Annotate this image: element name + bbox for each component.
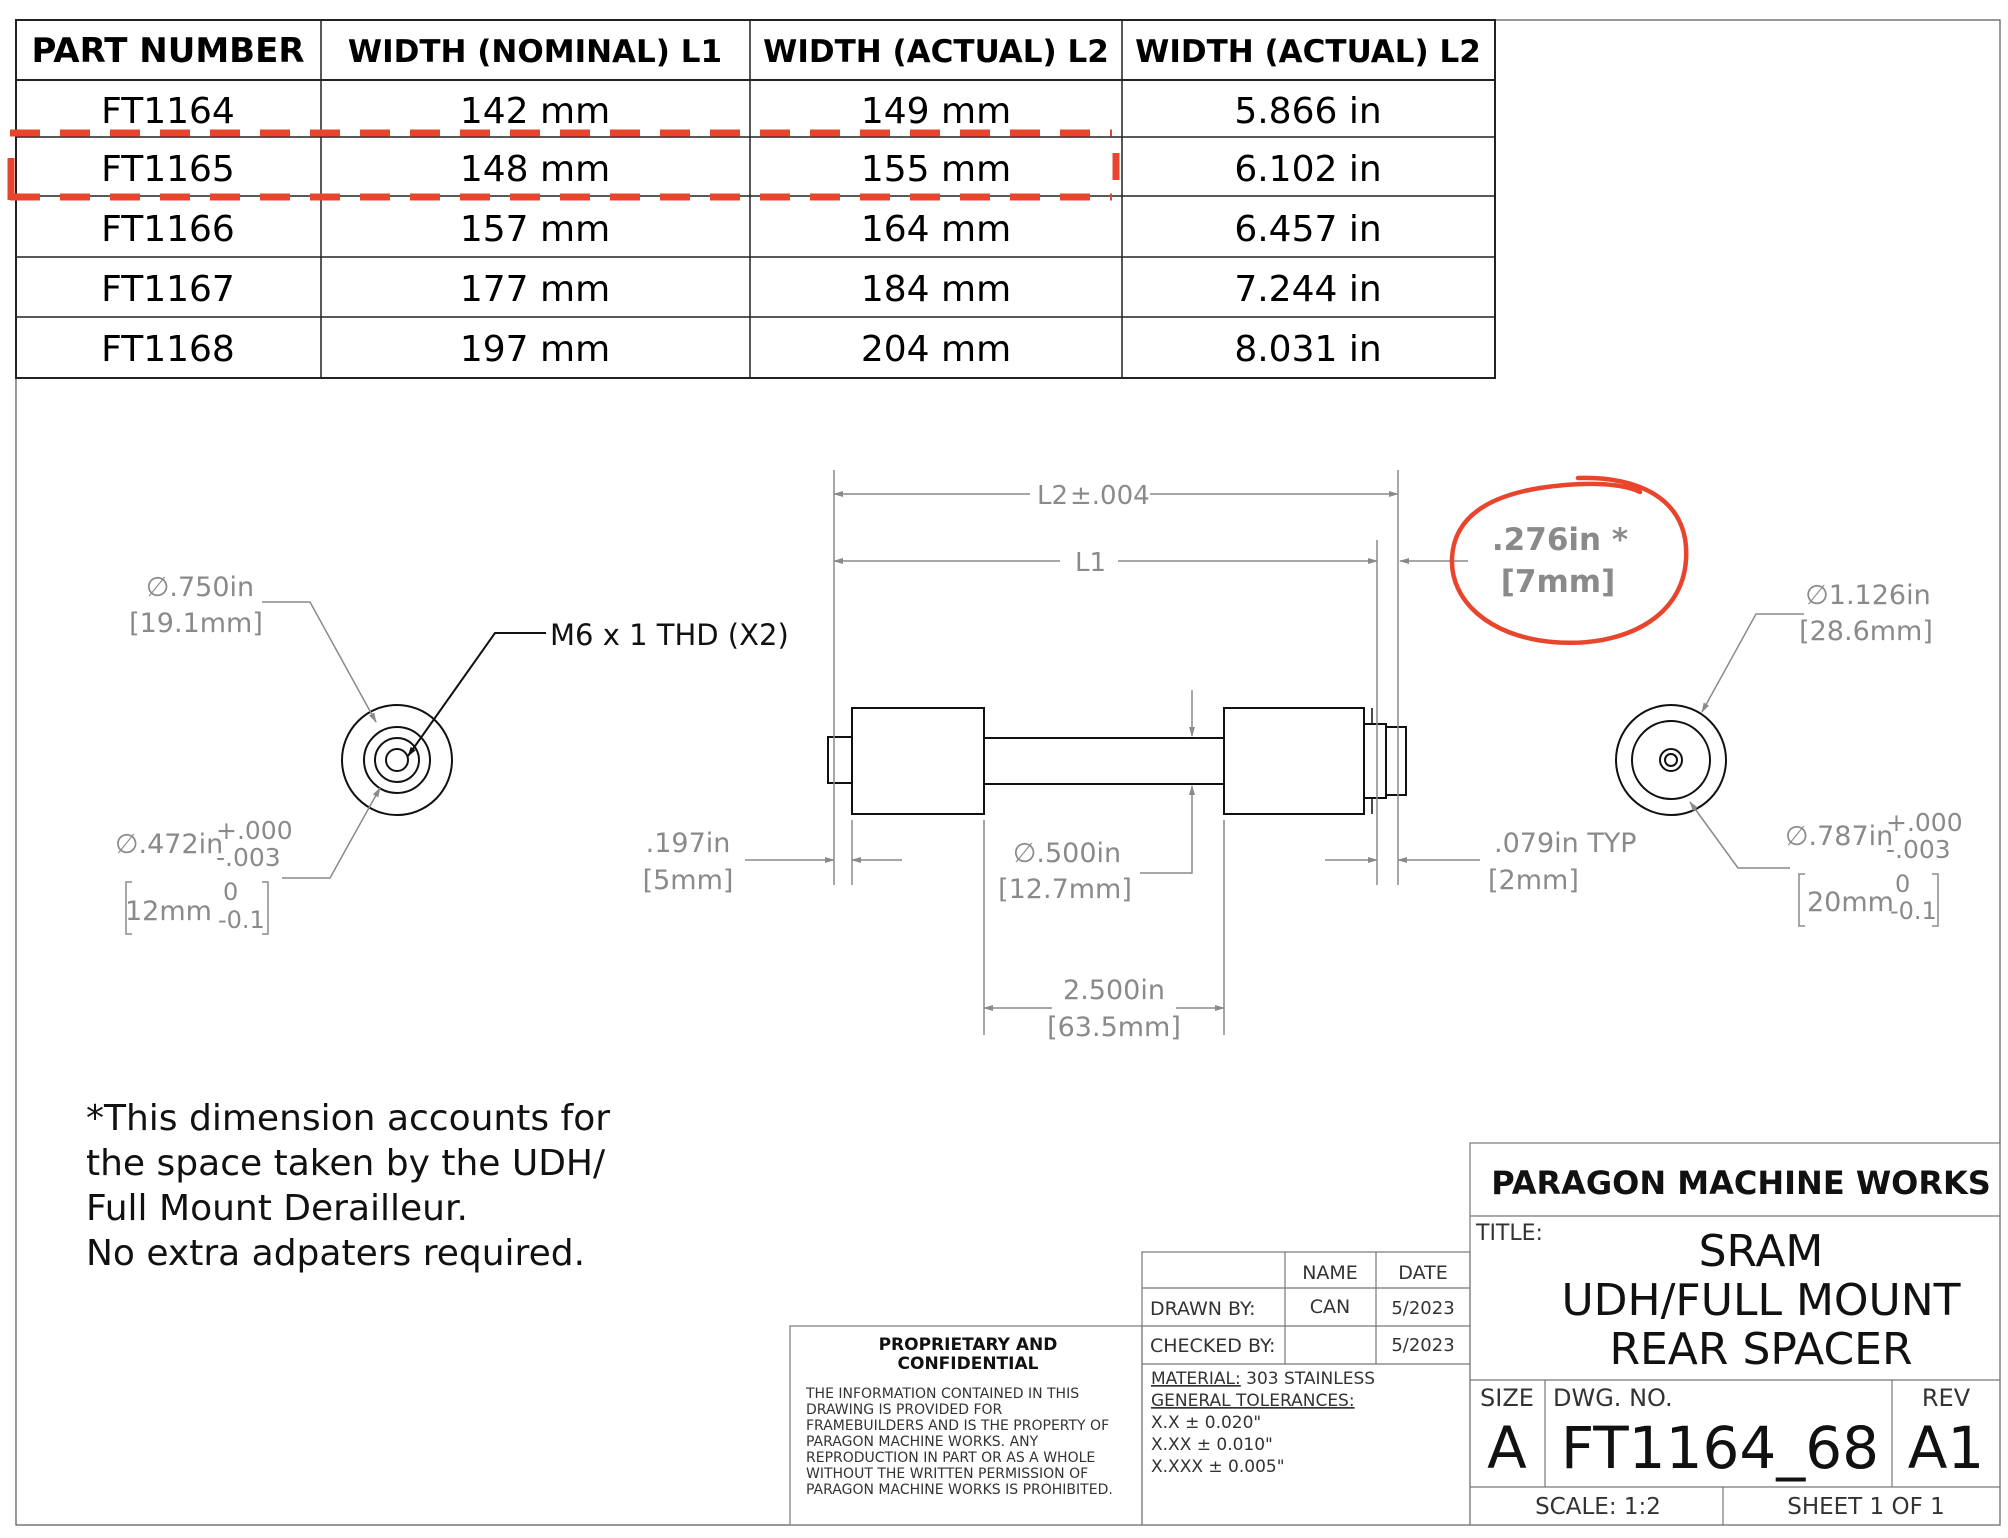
title-line-3: REAR SPACER (1609, 1324, 1913, 1375)
header-width-actual-in: WIDTH (ACTUAL) L2 (1135, 34, 1481, 70)
drawn-by-label: DRAWN BY: (1150, 1298, 1256, 1320)
right-od-mm: [28.6mm] (1799, 616, 1933, 647)
proprietary-line: WITHOUT THE WRITTEN PERMISSION OF (806, 1466, 1089, 1482)
annotation-circle (1452, 478, 1686, 643)
cell-actual-in: 6.102 in (1234, 149, 1382, 190)
proprietary-title-2: CONFIDENTIAL (897, 1354, 1039, 1374)
cell-part: FT1165 (101, 149, 235, 190)
size-value: A (1487, 1414, 1527, 1482)
header-width-nominal: WIDTH (NOMINAL) L1 (347, 34, 723, 70)
dim-l2: L2 (1037, 481, 1069, 511)
proprietary-line: REPRODUCTION IN PART OR AS A WHOLE (806, 1450, 1096, 1466)
dim-shaft-length-in: 2.500in (1063, 975, 1165, 1006)
cell-nominal: 197 mm (459, 329, 611, 370)
name-header: NAME (1302, 1262, 1358, 1284)
tolerance-1: X.X ± 0.020" (1151, 1413, 1262, 1433)
right-id-mm-plus: 0 (1895, 870, 1911, 898)
cell-part: FT1166 (101, 209, 235, 250)
dim-end-length-mm: [5mm] (642, 865, 734, 896)
proprietary-title-1: PROPRIETARY AND (878, 1335, 1058, 1355)
dim-shaft-dia-mm: [12.7mm] (998, 874, 1132, 905)
proprietary-line: DRAWING IS PROVIDED FOR (806, 1402, 1003, 1418)
left-id-mm-minus: -0.1 (218, 906, 265, 934)
rev-value: A1 (1907, 1414, 1985, 1482)
right-id-mm: 20mm (1807, 887, 1894, 918)
size-label: SIZE (1480, 1384, 1534, 1412)
cell-nominal: 177 mm (459, 269, 611, 310)
spacer-side-view (745, 470, 1480, 1035)
note-line: the space taken by the UDH/ (86, 1143, 606, 1184)
proprietary-line: THE INFORMATION CONTAINED IN THIS (806, 1386, 1080, 1402)
cell-actual-mm: 184 mm (860, 269, 1012, 310)
material-line (1151, 1369, 1375, 1389)
left-id-mm-plus: 0 (223, 878, 239, 906)
title-label: TITLE: (1476, 1221, 1543, 1246)
proprietary-line: FRAMEBUILDERS AND IS THE PROPERTY OF (806, 1418, 1110, 1434)
left-id-mm: 12mm (125, 896, 212, 927)
cell-actual-in: 5.866 in (1234, 91, 1382, 132)
sheet: SHEET 1 OF 1 (1787, 1494, 1945, 1520)
right-id-mm-minus: -0.1 (1890, 897, 1937, 925)
material-value: 303 STAINLESS (1240, 1369, 1376, 1389)
dim-shaft-length-mm: [63.5mm] (1047, 1012, 1181, 1043)
cell-nominal: 157 mm (459, 209, 611, 250)
rev-label: REV (1921, 1384, 1971, 1412)
cell-part: FT1168 (101, 329, 235, 370)
dim-lip-mm: [2mm] (1488, 865, 1579, 896)
cell-actual-mm: 155 mm (860, 149, 1012, 190)
left-end-view (262, 602, 546, 878)
right-id-tol-minus: -.003 (1886, 835, 1951, 864)
thread-callout: M6 x 1 THD (X2) (550, 618, 789, 652)
title-line-1: SRAM (1698, 1226, 1824, 1277)
right-od-in: ∅1.126in (1805, 580, 1931, 611)
note-line: *This dimension accounts for (86, 1098, 611, 1139)
drawn-by-name: CAN (1309, 1296, 1351, 1318)
right-id-bracket-open (1799, 874, 1805, 926)
tolerance-2: X.XX ± 0.010" (1151, 1435, 1273, 1455)
proprietary-line: PARAGON MACHINE WORKS IS PROHIBITED. (806, 1482, 1113, 1498)
cell-nominal: 148 mm (459, 149, 611, 190)
header-width-actual-mm: WIDTH (ACTUAL) L2 (763, 34, 1109, 70)
cell-actual-in: 8.031 in (1234, 329, 1382, 370)
left-id-in: ∅.472in (115, 829, 224, 860)
cell-actual-in: 7.244 in (1234, 269, 1382, 310)
checked-by-label: CHECKED BY: (1150, 1335, 1276, 1357)
drawn-date: 5/2023 (1391, 1298, 1455, 1319)
dim-offset-in: .276in * (1491, 522, 1629, 558)
cell-actual-mm: 149 mm (860, 91, 1012, 132)
left-od-in: ∅.750in (145, 572, 255, 603)
material-label: MATERIAL: (1151, 1369, 1241, 1389)
dim-l1: L1 (1075, 548, 1107, 578)
left-od-mm: [19.1mm] (129, 608, 263, 639)
cell-actual-mm: 204 mm (860, 329, 1012, 370)
dwg-number-value: FT1164_68 (1560, 1414, 1880, 1482)
note-line: No extra adpaters required. (86, 1233, 586, 1274)
proprietary-line: PARAGON MACHINE WORKS. ANY (806, 1434, 1039, 1450)
dim-l2-tol: ±.004 (1070, 481, 1150, 511)
header-part-number: PART NUMBER (31, 31, 305, 71)
dim-shaft-dia-in: ∅.500in (1012, 838, 1122, 869)
company-name: PARAGON MACHINE WORKS (1491, 1164, 1991, 1202)
tolerances-label: GENERAL TOLERANCES: (1151, 1391, 1355, 1411)
note-line: Full Mount Derailleur. (86, 1188, 468, 1229)
tolerance-3: X.XXX ± 0.005" (1151, 1457, 1285, 1477)
right-end-view (1616, 614, 1804, 868)
date-header: DATE (1398, 1262, 1448, 1284)
dim-end-length-in: .197in (645, 828, 731, 859)
dwg-number-label: DWG. NO. (1553, 1384, 1673, 1412)
right-id-tol-plus: +.000 (1886, 808, 1963, 837)
cell-actual-in: 6.457 in (1234, 209, 1382, 250)
cell-part: FT1167 (101, 269, 235, 310)
dim-offset-mm: [7mm] (1500, 564, 1616, 600)
dim-lip-in: .079in TYP (1494, 828, 1637, 859)
scale: SCALE: 1:2 (1535, 1494, 1661, 1520)
cell-part: FT1164 (101, 91, 235, 132)
cell-actual-mm: 164 mm (860, 209, 1012, 250)
left-id-tol-plus: +.000 (216, 816, 293, 845)
cell-nominal: 142 mm (459, 91, 611, 132)
checked-date: 5/2023 (1391, 1335, 1455, 1356)
right-id-in: ∅.787in (1785, 821, 1894, 852)
dimension-note (86, 1096, 706, 1276)
title-line-2: UDH/FULL MOUNT (1561, 1275, 1961, 1326)
left-id-tol-minus: -.003 (216, 843, 281, 872)
